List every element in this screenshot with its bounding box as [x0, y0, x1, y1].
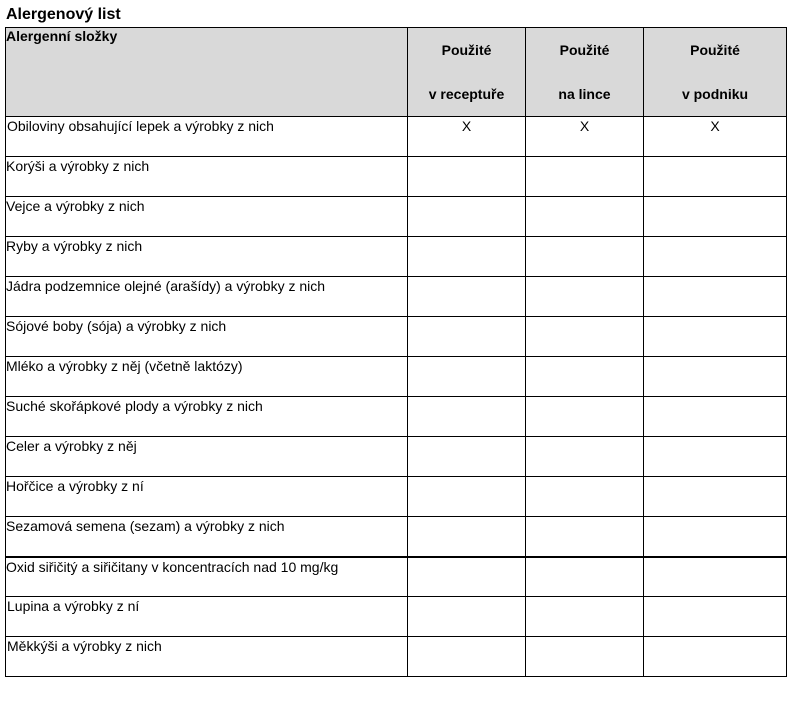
line-mark-cell[interactable] [526, 557, 644, 597]
company-mark-cell[interactable] [644, 517, 787, 557]
allergen-name: Měkkýši a výrobky z nich [6, 637, 408, 677]
line-mark-cell[interactable] [526, 237, 644, 277]
allergen-name: Sójové boby (sója) a výrobky z nich [6, 317, 408, 357]
company-mark-cell[interactable] [644, 277, 787, 317]
table-row [6, 477, 787, 517]
table-row [6, 397, 787, 437]
allergen-name: Vejce a výrobky z nich [6, 197, 408, 237]
column-header-line-line1: Použité [559, 42, 610, 58]
company-mark-cell[interactable] [644, 437, 787, 477]
column-header-company [644, 28, 787, 117]
column-header-company-line1: Použité [690, 42, 740, 58]
line-mark-cell[interactable] [526, 157, 644, 197]
line-mark-cell[interactable] [526, 397, 644, 437]
line-mark-cell[interactable] [526, 597, 644, 637]
line-mark-cell[interactable] [526, 197, 644, 237]
column-header-recipe-line1: Použité [441, 42, 492, 58]
company-mark-cell[interactable] [644, 237, 787, 277]
table-row [6, 517, 787, 557]
recipe-mark-cell[interactable] [408, 637, 526, 677]
company-mark-cell[interactable] [644, 597, 787, 637]
line-mark-cell[interactable] [526, 357, 644, 397]
company-mark-cell[interactable] [644, 637, 787, 677]
column-header-company-line2: v podniku [681, 86, 749, 102]
recipe-mark-cell[interactable] [408, 397, 526, 437]
column-header-line-line2: na lince [558, 86, 611, 102]
column-header-recipe [408, 28, 526, 117]
column-header-allergens: Alergenní složky [6, 28, 408, 117]
line-mark-cell[interactable] [526, 637, 644, 677]
recipe-mark-cell[interactable] [408, 557, 526, 597]
table-row [6, 597, 787, 637]
allergen-name: Celer a výrobky z něj [6, 437, 408, 477]
table-row [6, 197, 787, 237]
recipe-mark-cell[interactable] [408, 157, 526, 197]
allergen-name: Hořčice a výrobky z ní [6, 477, 408, 517]
recipe-mark-cell[interactable] [408, 237, 526, 277]
allergen-name: Suché skořápkové plody a výrobky z nich [6, 397, 408, 437]
allergen-name: Lupina a výrobky z ní [6, 597, 408, 637]
allergen-table [5, 27, 787, 677]
table-row [6, 237, 787, 277]
allergen-name: Sezamová semena (sezam) a výrobky z nich [6, 517, 408, 557]
recipe-mark-cell[interactable] [408, 317, 526, 357]
allergen-name: Korýši a výrobky z nich [6, 157, 408, 197]
company-mark-cell[interactable] [644, 197, 787, 237]
allergen-name: Ryby a výrobky z nich [6, 237, 408, 277]
allergen-name: Mléko a výrobky z něj (včetně laktózy) [6, 357, 408, 397]
table-header-row [6, 28, 787, 117]
line-mark-cell[interactable] [526, 277, 644, 317]
recipe-mark-cell[interactable] [408, 357, 526, 397]
table-row [6, 357, 787, 397]
table-row [6, 317, 787, 357]
line-mark-cell[interactable] [526, 317, 644, 357]
company-mark-cell[interactable] [644, 397, 787, 437]
company-mark-cell[interactable] [644, 477, 787, 517]
table-row [6, 437, 787, 477]
company-mark-cell[interactable] [644, 317, 787, 357]
column-header-line [526, 28, 644, 117]
table-row [6, 117, 787, 157]
line-mark-cell[interactable] [526, 517, 644, 557]
recipe-mark-cell[interactable] [408, 597, 526, 637]
line-mark-cell[interactable] [526, 437, 644, 477]
table-row [6, 637, 787, 677]
recipe-mark-cell[interactable] [408, 437, 526, 477]
allergen-name: Oxid siřičitý a siřičitany v koncentracích nad 10 mg/kg [6, 557, 408, 597]
line-mark-cell[interactable]: X [526, 117, 644, 157]
recipe-mark-cell[interactable] [408, 477, 526, 517]
allergen-name: Jádra podzemnice olejné (arašídy) a výrobky z nich [6, 277, 408, 317]
recipe-mark-cell[interactable] [408, 197, 526, 237]
company-mark-cell[interactable] [644, 357, 787, 397]
recipe-mark-cell[interactable] [408, 277, 526, 317]
table-row [6, 557, 787, 597]
company-mark-cell[interactable] [644, 557, 787, 597]
page-title: Alergenový list [6, 6, 121, 23]
table-row [6, 277, 787, 317]
table-row [6, 157, 787, 197]
column-header-recipe-line2: v receptuře [428, 86, 505, 102]
line-mark-cell[interactable] [526, 477, 644, 517]
recipe-mark-cell[interactable]: X [408, 117, 526, 157]
recipe-mark-cell[interactable] [408, 517, 526, 557]
allergen-name: Obiloviny obsahující lepek a výrobky z nich [6, 117, 408, 157]
company-mark-cell[interactable] [644, 157, 787, 197]
company-mark-cell[interactable]: X [644, 117, 787, 157]
